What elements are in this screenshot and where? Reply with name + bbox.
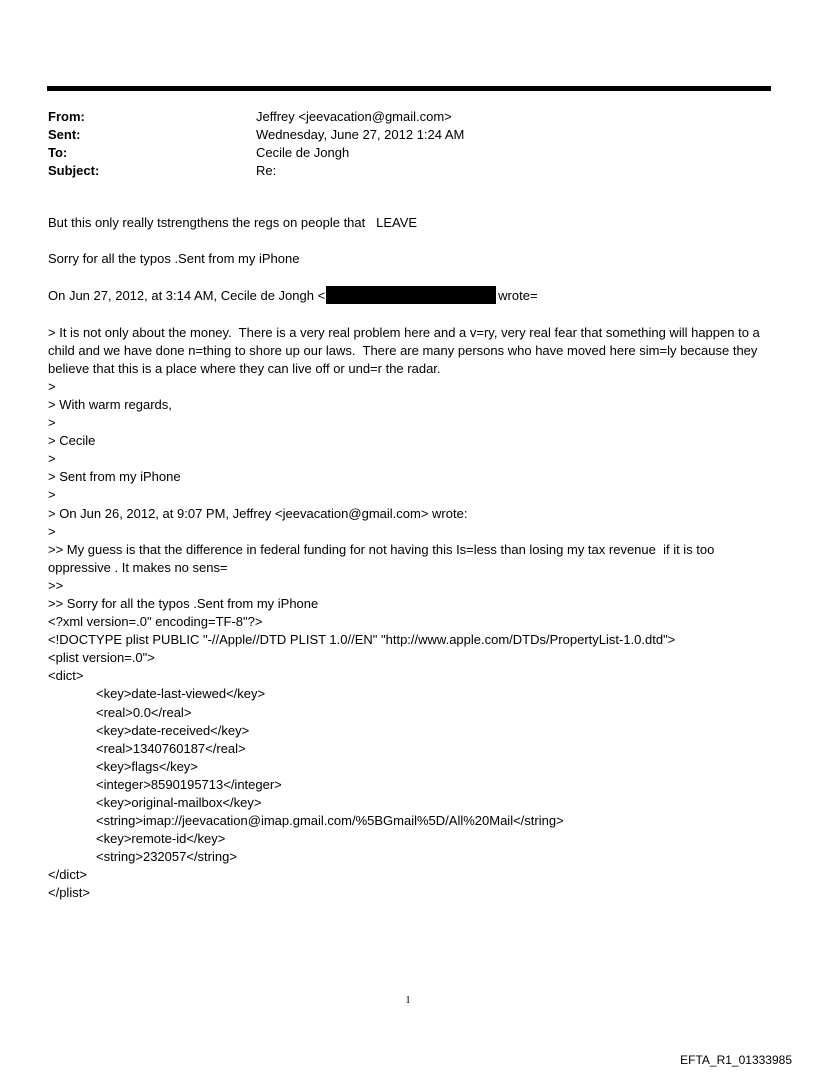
quoted-line: >>	[48, 577, 64, 593]
plist-entry: <key>original-mailbox</key>	[96, 795, 262, 810]
from-value: Jeffrey <jeevacation@gmail.com>	[256, 109, 452, 124]
page-number: 1	[405, 994, 411, 1006]
plist-entry: <key>date-received</key>	[96, 722, 250, 738]
blank-line	[48, 232, 778, 250]
plist-line: <dict>	[48, 668, 84, 684]
plist-entry: <real>1340760187</real>	[96, 740, 246, 756]
plist-line: <plist version=.0">	[48, 650, 155, 666]
plist-entry: <string>imap://jeevacation@imap.gmail.com/%5BGmail%5D/All%20Mail</string>	[96, 813, 564, 829]
subject-value: Re:	[256, 163, 277, 178]
plist-entry: <string>232057</string>	[96, 849, 237, 865]
subject-row	[48, 162, 768, 180]
plist-entry: <key>flags</key>	[96, 758, 198, 774]
quoted-line: > With warm regards,	[48, 396, 172, 412]
body-line: Sorry for all the typos .Sent from my iPhone	[48, 251, 300, 267]
plist-line: <!DOCTYPE plist PUBLIC "-//Apple//DTD PLIST 1.0//EN" "http://www.apple.com/DTDs/PropertyList-1.0.dtd">	[48, 632, 676, 648]
quoted-line: > It is not only about the money. There is a very real problem here and a v=ry, very real fear that something will happen to a child and we have done n=thing to shore up our laws. There are many persons who have moved here sim=ly because they believe that this is a place where they can live off or und=r the radar.	[48, 324, 764, 376]
email-header	[48, 108, 768, 180]
quoted-line: >	[48, 487, 56, 503]
plist-entry: <integer>8590195713</integer>	[96, 776, 282, 792]
to-value: Cecile de Jongh	[256, 145, 350, 160]
to-label: To:	[48, 145, 68, 160]
email-body	[48, 214, 778, 903]
quoted-line: >	[48, 523, 56, 539]
quoted-line: > Sent from my iPhone	[48, 469, 181, 485]
from-row	[48, 108, 768, 126]
to-row	[48, 144, 768, 162]
quoted-line: >	[48, 451, 56, 467]
quote-intro-suffix: wrote=	[498, 288, 538, 304]
quoted-line: > Cecile	[48, 433, 96, 449]
quoted-line: >	[48, 415, 56, 431]
blank-line	[48, 268, 778, 286]
body-line: But this only really tstrengthens the regs on people that LEAVE	[48, 215, 418, 230]
sent-value: Wednesday, June 27, 2012 1:24 AM	[256, 127, 465, 142]
from-label: From:	[48, 109, 85, 124]
quoted-line: >> My guess is that the difference in federal funding for not having this Is=less than losing my tax revenue if it is too oppressive . It makes no sens=	[48, 541, 719, 575]
sent-label: Sent:	[48, 127, 81, 142]
sent-row	[48, 126, 768, 144]
redaction-block	[326, 286, 496, 304]
plist-entry: <key>remote-id</key>	[96, 831, 226, 847]
subject-label: Subject:	[48, 163, 100, 178]
plist-entry: <real>0.0</real>	[96, 704, 192, 720]
quoted-line: >	[48, 378, 56, 394]
quoted-line: >> Sorry for all the typos .Sent from my iPhone	[48, 595, 319, 611]
quote-intro	[48, 286, 778, 305]
plist-line: </dict>	[48, 867, 88, 883]
document-id: EFTA_R1_01333985	[680, 1053, 792, 1067]
plist-line: <?xml version=.0" encoding=TF-8"?>	[48, 614, 263, 630]
quote-intro-text: On Jun 27, 2012, at 3:14 AM, Cecile de Jongh <	[48, 288, 326, 304]
header-rule	[47, 86, 771, 91]
blank-line	[48, 305, 778, 323]
plist-entry: <key>date-last-viewed</key>	[96, 686, 266, 702]
plist-line: </plist>	[48, 885, 90, 901]
quoted-line: > On Jun 26, 2012, at 9:07 PM, Jeffrey <jeevacation@gmail.com> wrote:	[48, 505, 468, 521]
